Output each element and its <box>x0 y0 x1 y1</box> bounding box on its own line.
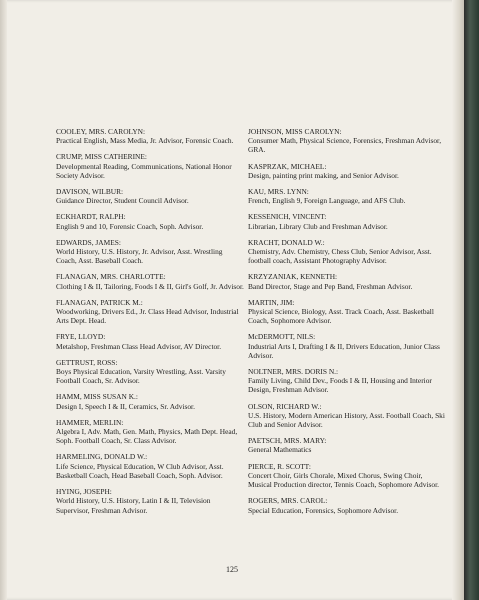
page-number: 125 <box>226 565 238 574</box>
faculty-name: DAVISON, WILBUR: <box>56 187 124 197</box>
faculty-entry <box>248 212 448 230</box>
faculty-description: World History, U.S. History, Jr. Advisor, Asst. Wrestling Coach, Asst. Baseball Coach. <box>56 247 223 266</box>
faculty-entry <box>248 332 448 360</box>
faculty-entry <box>56 152 244 180</box>
faculty-description: Band Director, Stage and Pep Band, Freshman Advisor. <box>248 281 413 291</box>
faculty-description: Woodworking, Drivers Ed., Jr. Class Head Advisor, Industrial Arts Dept. Head. <box>56 307 239 326</box>
faculty-entry <box>56 392 244 410</box>
faculty-entry <box>248 187 448 205</box>
faculty-entry <box>248 496 448 514</box>
faculty-name: ECKHARDT, RALPH: <box>56 212 126 222</box>
faculty-name: McDERMOTT, NILS: <box>248 332 316 342</box>
faculty-entry <box>56 452 244 480</box>
faculty-name: NOLTNER, MRS. DORIS N.: <box>248 367 339 377</box>
faculty-entry <box>56 272 244 290</box>
faculty-entry <box>56 418 244 446</box>
faculty-entry <box>248 127 448 155</box>
faculty-description: Metalshop, Freshman Class Head Advisor, AV Director. <box>56 341 222 351</box>
faculty-description: Design, painting print making, and Senior Advisor. <box>248 170 399 180</box>
faculty-description: Guidance Director, Student Council Advisor. <box>56 196 189 206</box>
faculty-description: English 9 and 10, Forensic Coach, Soph. Advisor. <box>56 221 204 231</box>
faculty-description: Librarian, Library Club and Freshman Advisor. <box>248 221 388 231</box>
faculty-name: KESSENICH, VINCENT: <box>248 212 327 222</box>
faculty-entry <box>56 332 244 350</box>
faculty-name: ROGERS, MRS. CAROL: <box>248 496 328 506</box>
faculty-description: Developmental Reading, Communications, National Honor Society Advisor. <box>56 161 232 180</box>
faculty-name: COOLEY, MRS. CAROLYN: <box>56 127 146 136</box>
faculty-column-right <box>248 127 448 522</box>
faculty-description: Practical English, Mass Media, Jr. Advisor, Forensic Coach. <box>56 136 234 146</box>
faculty-entry <box>248 367 448 395</box>
faculty-name: HAMM, MISS SUSAN K.: <box>56 392 138 402</box>
faculty-name: GETTRUST, ROSS: <box>56 357 118 367</box>
faculty-description: U.S. History, Modern American History, Asst. Football Coach, Ski Club and Senior Advisor. <box>248 410 445 430</box>
faculty-entry <box>56 358 244 386</box>
faculty-name: KAU, MRS. LYNN: <box>248 187 309 197</box>
faculty-name: JOHNSON, MISS CAROLYN: <box>248 127 342 136</box>
faculty-description: Algebra I, Adv. Math, Gen. Math, Physics, Math Dept. Head, Soph. Football Coach, Sr. Class Advisor. <box>56 427 238 446</box>
faculty-name: PIERCE, R. SCOTT: <box>248 461 311 471</box>
faculty-description: Physical Science, Biology, Asst. Track Coach, Asst. Basketball Coach, Sophomore Advisor. <box>248 307 434 326</box>
faculty-entry <box>248 272 448 290</box>
faculty-name: EDWARDS, JAMES: <box>56 237 121 247</box>
faculty-name: HARMELING, DONALD W.: <box>56 452 148 462</box>
faculty-name: MARTIN, JIM: <box>248 297 295 307</box>
faculty-name: KRZYZANIAK, KENNETH: <box>248 272 338 282</box>
faculty-name: HAMMER, MERLIN: <box>56 417 124 427</box>
faculty-entry <box>56 487 244 515</box>
faculty-entry <box>248 238 448 266</box>
faculty-name: PAETSCH, MRS. MARY: <box>248 436 327 446</box>
faculty-entry <box>248 402 448 430</box>
faculty-description: World History, U.S. History, Latin I & II, Television Supervisor, Freshman Advisor. <box>56 496 211 515</box>
faculty-description: Industrial Arts I, Drafting I & II, Drivers Education, Junior Class Advisor. <box>248 341 440 360</box>
faculty-entry <box>56 187 244 205</box>
faculty-entry <box>56 127 244 145</box>
faculty-description: Concert Choir, Girls Chorale, Mixed Chorus, Swing Choir, Musical Production director, Tennis Coach, Sophomore Advisor. <box>248 470 439 490</box>
faculty-name: CRUMP, MISS CATHERINE: <box>56 152 147 162</box>
book-spine <box>464 0 479 600</box>
faculty-description: Chemistry, Adv. Chemistry, Chess Club, Senior Advisor, Asst. football coach, Assistant Photography Advisor. <box>248 247 432 266</box>
page-edge-shadow <box>452 0 464 600</box>
faculty-name: FLANAGAN, PATRICK M.: <box>56 297 143 307</box>
faculty-description: Special Education, Forensics, Sophomore Advisor. <box>248 505 399 515</box>
faculty-entry <box>56 298 244 326</box>
faculty-name: KASPRZAK, MICHAEL: <box>248 161 327 171</box>
faculty-description: French, English 9, Foreign Language, and AFS Club. <box>248 196 406 206</box>
faculty-entry <box>56 212 244 230</box>
faculty-entry <box>248 298 448 326</box>
faculty-entry <box>248 162 448 180</box>
faculty-column-left <box>56 127 244 522</box>
faculty-description: Life Science, Physical Education, W Club Advisor, Asst. Basketball Coach, Head Baseball Coach, Soph. Advisor. <box>56 461 224 480</box>
faculty-description: Design I, Speech I & II, Ceramics, Sr. Advisor. <box>56 401 195 411</box>
faculty-entry <box>248 436 448 454</box>
faculty-name: FLANAGAN, MRS. CHARLOTTE: <box>56 272 166 282</box>
faculty-name: OLSON, RICHARD W.: <box>248 401 322 411</box>
faculty-name: HYING, JOSEPH: <box>56 487 112 497</box>
faculty-description: Consumer Math, Physical Science, Forensics, Freshman Advisor, GRA. <box>248 136 442 155</box>
faculty-name: FRYE, LLOYD: <box>56 332 106 342</box>
faculty-description: Boys Physical Education, Varsity Wrestling, Asst. Varsity Football Coach, Sr. Advisor. <box>56 367 226 386</box>
binding-gutter <box>0 0 7 600</box>
faculty-name: KRACHT, DONALD W.: <box>248 237 325 247</box>
faculty-entry <box>56 238 244 266</box>
faculty-entry <box>248 462 448 490</box>
faculty-description: Clothing I & II, Tailoring, Foods I & II, Girl's Golf, Jr. Advisor. <box>56 281 244 291</box>
faculty-description: General Mathematics <box>248 445 312 455</box>
faculty-description: Family Living, Child Dev., Foods I & II, Housing and Interior Design, Freshman Advisor. <box>248 376 432 395</box>
